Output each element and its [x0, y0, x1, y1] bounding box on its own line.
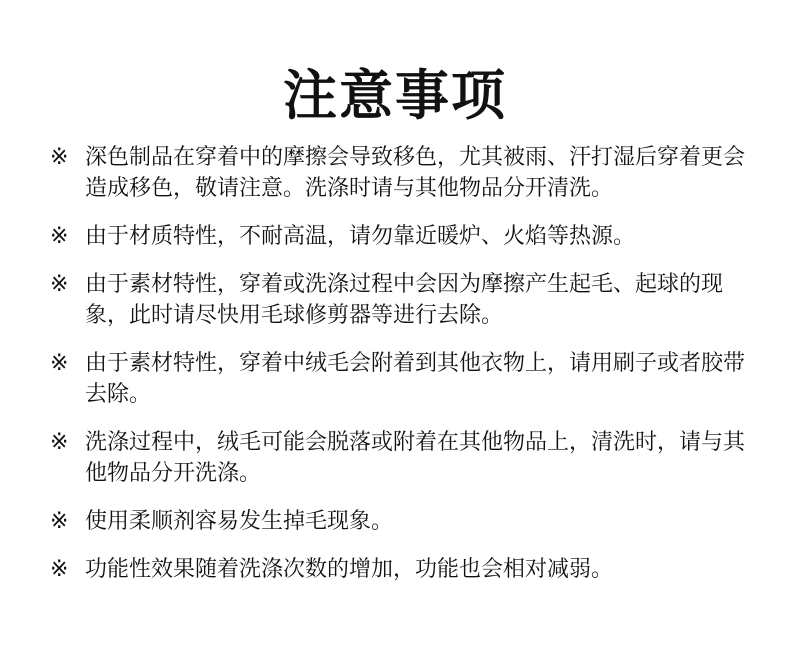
page-title: 注意事项 [283, 64, 507, 128]
care-note-item [50, 348, 750, 410]
reference-mark: ※ [50, 509, 69, 534]
reference-mark: ※ [50, 272, 69, 297]
care-note-item [50, 427, 750, 489]
reference-mark: ※ [50, 430, 69, 455]
care-note-item [50, 506, 750, 537]
care-note-text: 深色制品在穿着中的摩擦会导致移色，尤其被雨、汗打湿后穿着更会造成移色，敬请注意。洗涤时请与其他物品分开清洗。 [85, 145, 746, 201]
care-note-text: 功能性效果随着洗涤次数的增加，功能也会相对减弱。 [85, 557, 614, 582]
reference-mark: ※ [50, 224, 69, 249]
reference-mark: ※ [50, 351, 69, 376]
care-notes-list [50, 142, 750, 602]
care-note-item [50, 142, 750, 204]
care-note-item [50, 221, 750, 252]
care-note-item [50, 554, 750, 585]
care-note-text: 洗涤过程中，绒毛可能会脱落或附着在其他物品上，清洗时，请与其他物品分开洗涤。 [85, 430, 746, 486]
reference-mark: ※ [50, 557, 69, 582]
care-note-text: 由于素材特性，穿着或洗涤过程中会因为摩擦产生起毛、起球的现象，此时请尽快用毛球修剪器等进行去除。 [85, 272, 724, 328]
care-note-item [50, 269, 750, 331]
reference-mark: ※ [50, 145, 69, 170]
care-note-text: 由于素材特性，穿着中绒毛会附着到其他衣物上，请用刷子或者胶带去除。 [85, 351, 746, 407]
care-note-text: 由于材质特性，不耐高温，请勿靠近暖炉、火焰等热源。 [85, 224, 636, 249]
care-note-text: 使用柔顺剂容易发生掉毛现象。 [85, 509, 394, 534]
